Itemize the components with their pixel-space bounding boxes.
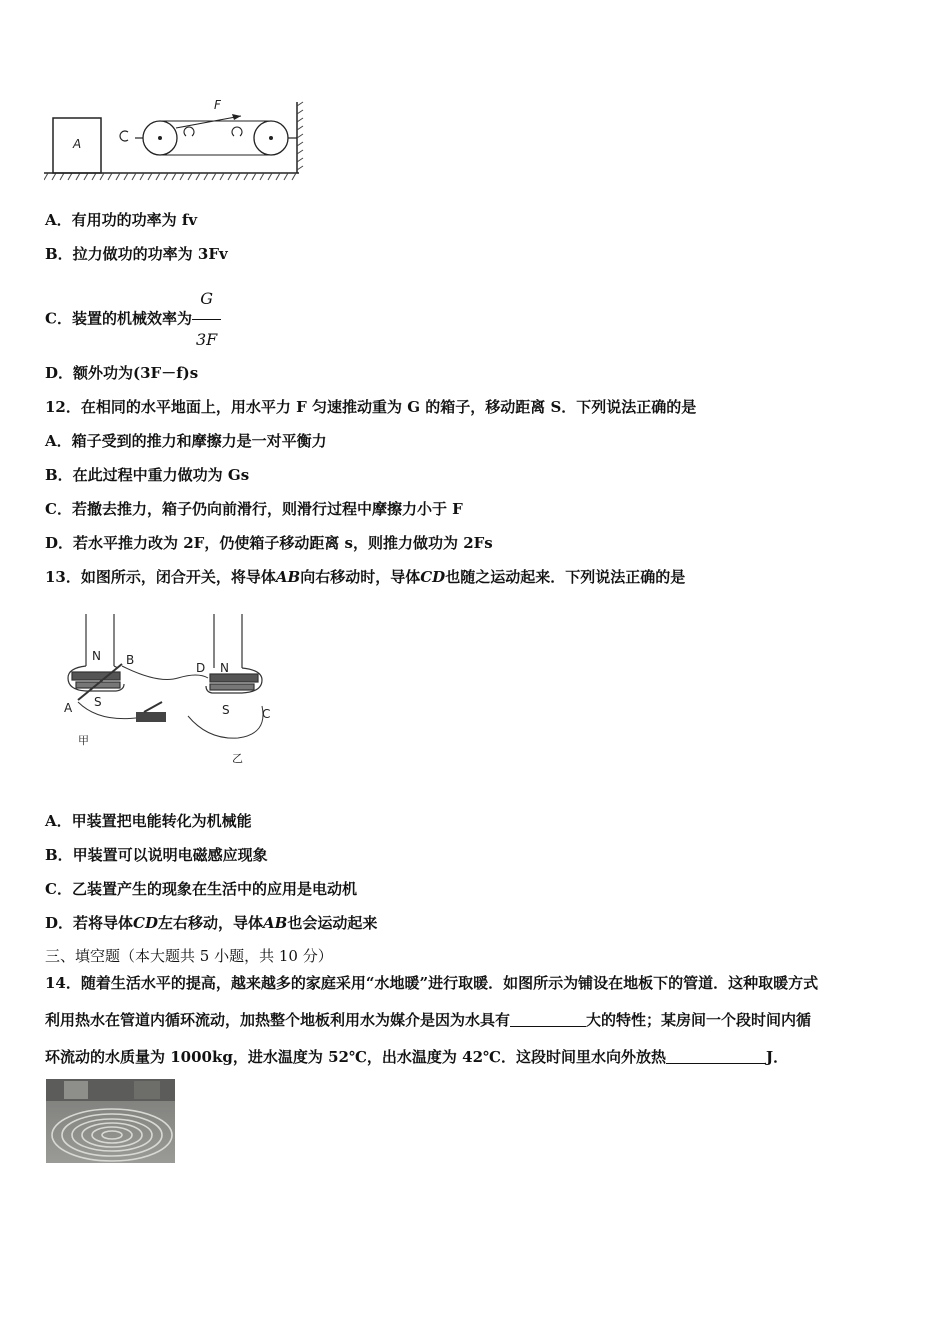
q13-stem-ab: AB <box>275 568 301 586</box>
magnet-left-N: N <box>92 649 101 663</box>
q14-line-1: 14．随着生活水平的提高，越来越多的家庭采用“水地暖”进行取暖．如图所示为铺设在地板下的管道．这种取暖方式 <box>45 974 819 992</box>
conductor-A-label: A <box>64 701 73 715</box>
q11-option-d: D．额外功为(3F－f)s <box>45 364 199 382</box>
q13-option-d-part: 也会运动起来 <box>287 914 378 932</box>
q13-stem-part: 也随之运动起来．下列说法正确的是 <box>445 568 686 586</box>
magnet-right-S: S <box>222 703 230 717</box>
box-A-label: A <box>73 137 82 151</box>
q13-option-c: C．乙装置产生的现象在生活中的应用是电动机 <box>45 880 357 898</box>
efficiency-fraction <box>192 279 221 360</box>
q13-option-a: A．甲装置把电能转化为机械能 <box>45 812 252 830</box>
device-yi-label: 乙 <box>232 752 243 765</box>
q13-option-d-part: 左右移动，导体 <box>157 914 263 932</box>
q13-stem-part: 向右移动时，导体 <box>300 568 421 586</box>
device-jia-label: 甲 <box>78 734 89 747</box>
fraction-denominator: 3F <box>195 330 218 349</box>
q11-option-c <box>45 279 221 360</box>
q13-option-d <box>45 913 377 933</box>
force-F-label: F <box>214 98 221 112</box>
q14-line-3 <box>45 1047 905 1067</box>
q14-line-2-part: 大的特性；某房间一个段时间内循 <box>586 1011 812 1029</box>
q12-stem: 12．在相同的水平地面上，用水平力 F 匀速推动重为 G 的箱子，移动距离 S．下列说法正确的是 <box>45 398 697 416</box>
q14-line-2 <box>45 1010 905 1030</box>
q11-option-a: A．有用功的功率为 fv <box>45 211 198 229</box>
switch-icon <box>136 712 166 722</box>
electromagnet-diagram <box>58 606 288 774</box>
q11-option-c-text: C．装置的机械效率为 <box>45 309 192 328</box>
conductor-C-label: C <box>262 707 271 721</box>
answer-blank-2[interactable] <box>666 1049 766 1064</box>
section-heading: 三、填空题（本大题共 5 小题，共 10 分） <box>45 947 333 965</box>
floor-heating-photo <box>46 1079 175 1163</box>
q14-line-2-part: 利用热水在管道内循环流动，加热整个地板利用水为媒介是因为水具有 <box>45 1011 511 1029</box>
conductor-B-label: B <box>126 653 135 667</box>
magnet-left-S: S <box>94 695 102 709</box>
q13-stem <box>45 567 685 587</box>
q13-option-d-part: D．若将导体 <box>45 914 134 932</box>
q12-option-d: D．若水平推力改为 2F，仍使箱子移动距离 s，则推力做功为 2Fs <box>45 534 493 552</box>
q12-option-b: B．在此过程中重力做功为 Gs <box>45 466 250 484</box>
q13-option-b: B．甲装置可以说明电磁感应现象 <box>45 846 268 864</box>
q14-line-3-part: 环流动的水质量为 1000kg，进水温度为 52℃，出水温度为 42℃．这段时间里水向外放热 <box>45 1048 666 1066</box>
q14-line-3-part: J． <box>766 1048 789 1066</box>
q13-stem-part: 13．如图所示，闭合开关，将导体 <box>45 568 276 586</box>
q13-stem-cd: CD <box>420 568 446 586</box>
q13-option-d-cd: CD <box>133 914 158 932</box>
answer-blank-1[interactable] <box>510 1012 586 1027</box>
q11-option-b: B．拉力做功的功率为 3Fv <box>45 245 228 263</box>
pulley-diagram <box>44 92 309 184</box>
fraction-numerator: G <box>192 279 221 320</box>
q13-option-d-ab: AB <box>262 914 288 932</box>
magnet-right-D: D <box>196 661 206 675</box>
q12-option-c: C．若撤去推力，箱子仍向前滑行，则滑行过程中摩擦力小于 F <box>45 500 463 518</box>
magnet-right-N: N <box>220 661 229 675</box>
q12-option-a: A．箱子受到的推力和摩擦力是一对平衡力 <box>45 432 327 450</box>
